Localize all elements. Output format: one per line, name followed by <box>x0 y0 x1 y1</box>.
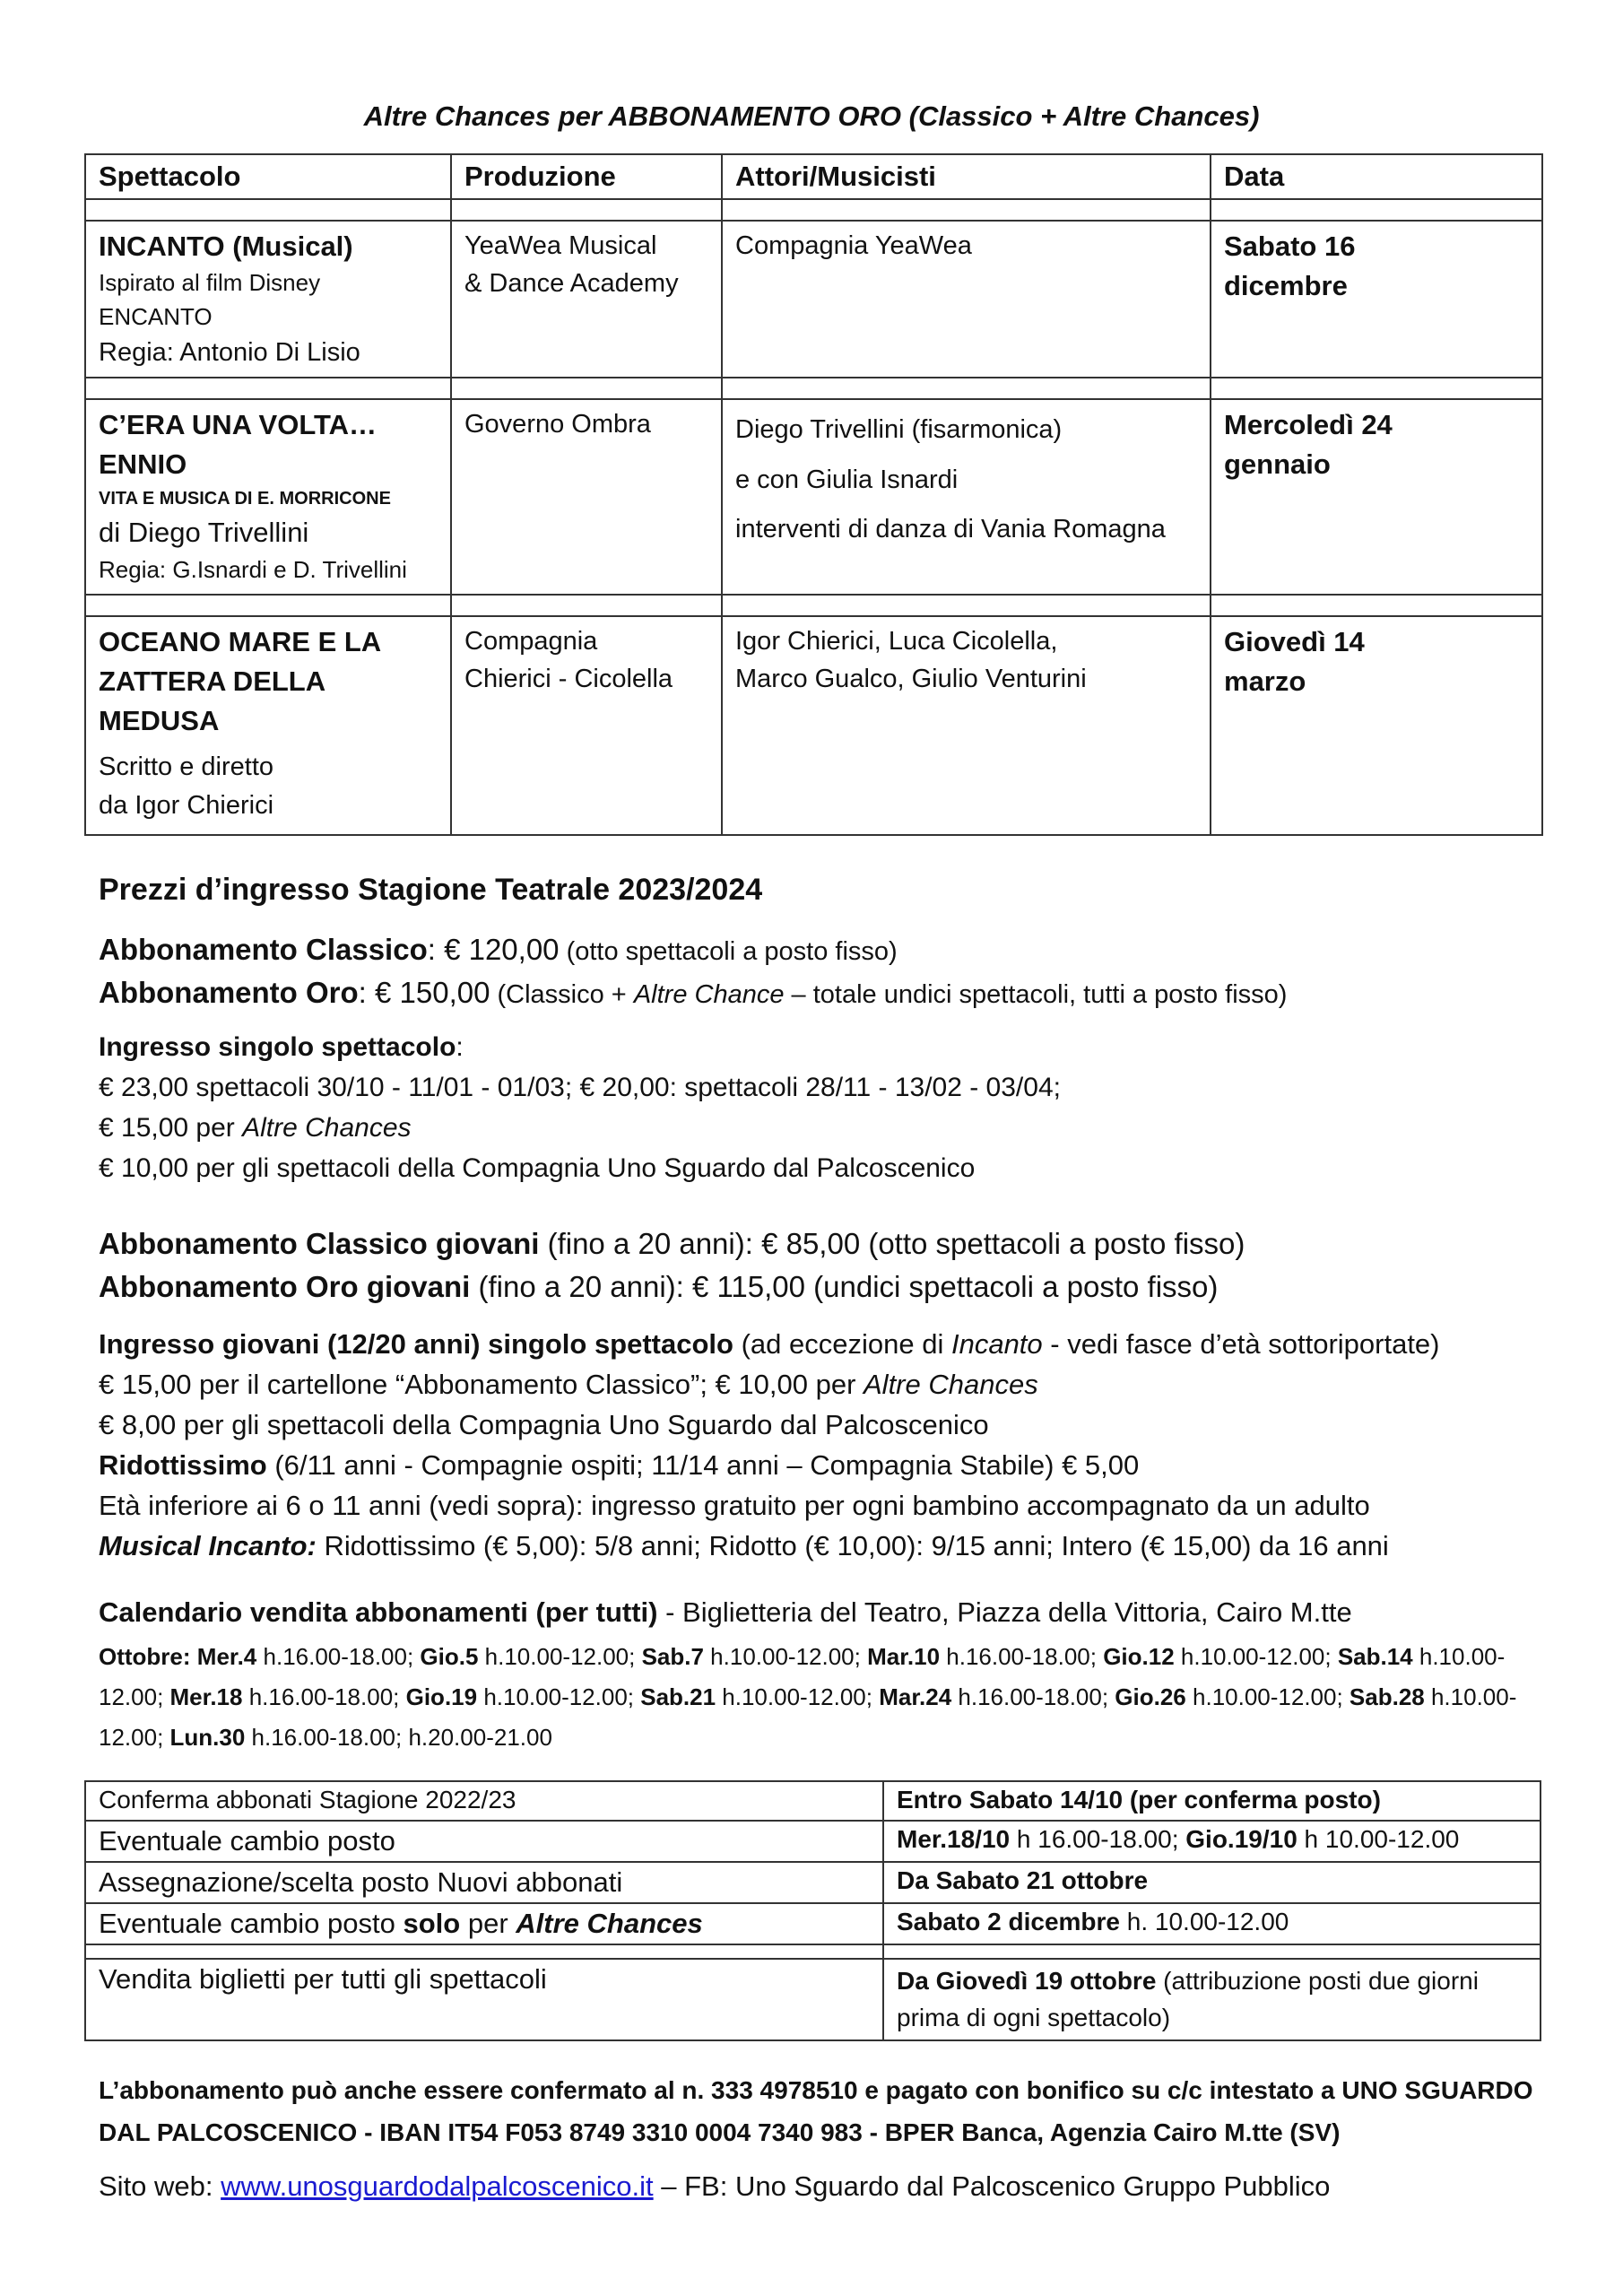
eta-inferiore: Età inferiore ai 6 o 11 anni (vedi sopra): ingresso gratuito per ogni bambino accompagnato da un adulto <box>99 1490 1370 1521</box>
attori: Marco Gualco, Giulio Venturini <box>735 665 1087 694</box>
table-row <box>85 1862 1541 1903</box>
schedule-value: Da Giovedì 19 ottobre (attribuzione posti due giorni prima di ogni spettacolo) <box>883 1959 1541 2040</box>
singolo-line: € 10,00 per gli spettacoli della Compagnia Uno Sguardo dal Palcoscenico <box>99 1153 976 1183</box>
schedule-label: Eventuale cambio posto solo per Altre Chances <box>85 1903 883 1944</box>
schedule-label: Eventuale cambio posto <box>85 1821 883 1862</box>
show-credits: Scritto e diretto <box>99 752 274 782</box>
calendar-heading: Calendario vendita abbonamenti (per tutti) - Biglietteria del Teatro, Piazza della Vittoria, Cairo M.tte <box>99 1596 1352 1628</box>
schedule-label: Vendita biglietti per tutti gli spettacoli <box>85 1959 883 2040</box>
giovani-line: € 8,00 per gli spettacoli della Compagnia Uno Sguardo dal Palcoscenico <box>99 1409 989 1440</box>
attori: e con Giulia Isnardi <box>735 465 959 494</box>
show-author: di Diego Trivellini <box>99 517 309 549</box>
table-header-row <box>85 154 1542 199</box>
ridottissimo: Ridottissimo (6/11 anni - Compagnie ospiti; 11/14 anni – Compagnia Stabile) € 5,00 <box>99 1449 1140 1481</box>
show-date: Giovedì 14 <box>1224 626 1365 658</box>
price-classico: Abbonamento Classico: € 120,00 (otto spettacoli a posto fisso) <box>99 933 898 966</box>
show-date: dicembre <box>1224 270 1348 302</box>
schedule-table <box>84 1780 1541 2041</box>
show-subtitle: Ispirato al film Disney <box>99 269 321 297</box>
show-date: Mercoledì 24 <box>1224 409 1393 441</box>
prices-heading: Prezzi d’ingresso Stagione Teatrale 2023/2024 <box>99 873 763 907</box>
header-spettacolo: Spettacolo <box>85 154 451 199</box>
schedule-value: Da Sabato 21 ottobre <box>897 1866 1149 1894</box>
table-row <box>85 1781 1541 1821</box>
schedule-value: Mer.18/10 h 16.00-18.00; Gio.19/10 h 10.00-12.00 <box>883 1821 1541 1862</box>
price-classico-giovani: Abbonamento Classico giovani (fino a 20 anni): € 85,00 (otto spettacoli a posto fisso) <box>99 1227 1245 1260</box>
show-credits: da Igor Chierici <box>99 790 274 820</box>
giovani-line: € 15,00 per il cartellone “Abbonamento Classico”; € 10,00 per Altre Chances <box>99 1369 1038 1400</box>
show-title: ZATTERA DELLA <box>99 665 326 698</box>
ingresso-giovani: Ingresso giovani (12/20 anni) singolo spettacolo (ad eccezione di Incanto - vedi fasce d’età sottoriportate) <box>99 1328 1440 1360</box>
price-oro: Abbonamento Oro: € 150,00 (Classico + Altre Chance – totale undici spettacoli, tutti a posto fisso) <box>99 976 1288 1009</box>
attori: Compagnia YeaWea <box>735 231 972 260</box>
show-subtitle: ENCANTO <box>99 302 213 330</box>
ingresso-singolo: Ingresso singolo spettacolo: <box>99 1032 464 1062</box>
header-attori: Attori/Musicisti <box>722 154 1211 199</box>
show-date: marzo <box>1224 665 1306 698</box>
schedule-value: Sabato 2 dicembre h. 10.00-12.00 <box>883 1903 1541 1944</box>
table-row <box>85 399 1542 595</box>
website-link[interactable]: www.unosguardodalpalcoscenico.it <box>221 2170 654 2202</box>
attori: interventi di danza di Vania Romagna <box>735 514 1166 544</box>
show-title: OCEANO MARE E LA <box>99 626 382 658</box>
produzione: Governo Ombra <box>464 410 651 439</box>
attori: Diego Trivellini (fisarmonica) <box>735 415 1063 445</box>
show-title: INCANTO (Musical) <box>99 230 353 262</box>
table-row <box>85 1821 1541 1862</box>
show-title: MEDUSA <box>99 705 220 737</box>
singolo-line: € 23,00 spettacoli 30/10 - 11/01 - 01/03; € 20,00: spettacoli 28/11 - 13/02 - 03/04; <box>99 1073 1061 1102</box>
show-date: gennaio <box>1224 448 1331 481</box>
page-title: Altre Chances per ABBONAMENTO ORO (Classico + Altre Chances) <box>363 100 1260 132</box>
header-produzione: Produzione <box>451 154 722 199</box>
musical-incanto: Musical Incanto: Ridottissimo (€ 5,00): 5/8 anni; Ridotto (€ 10,00): 9/15 anni; Intero (€ 15,00) da 16 anni <box>99 1530 1389 1561</box>
schedule-value: Entro Sabato 14/10 (per conferma posto) <box>897 1786 1381 1813</box>
table-row <box>85 1959 1541 2040</box>
calendar-slots: Ottobre: Mer.4 h.16.00-18.00; Gio.5 h.10.00-12.00; Sab.7 h.10.00-12.00; Mar.10 h.16.00-18.00; Gio.12 h.10.00-12.00; Sab.14 h.10.00-12.00; Mer.18 h.16.00-18.00; Gio.19 h.10.00-12.00; Sab.21 h.10.00-12.00; Mar.24 h.16.00-18.00; Gio.26 h.10.00-12.00; Sab.28 h.10.00-12.00; Lun.30 h.16.00-18.00; h.20.00-21.00 <box>99 1643 1517 1751</box>
show-date: Sabato 16 <box>1224 230 1356 262</box>
table-row <box>85 616 1542 835</box>
website-line: Sito web: www.unosguardodalpalcoscenico.it – FB: Uno Sguardo dal Palcoscenico Gruppo Pubblico <box>99 2170 1331 2202</box>
payment-info: L’abbonamento può anche essere confermato al n. 333 4978510 e pagato con bonifico su c/c intestato a UNO SGUARDO DAL PALCOSCENICO - IBAN IT54 F053 8749 3310 0004 7340 983 - BPER Banca, Agenzia Cairo M.tte (SV) <box>99 2076 1533 2146</box>
show-title: ENNIO <box>99 448 187 481</box>
header-data: Data <box>1211 154 1542 199</box>
show-title: C’ERA UNA VOLTA… <box>99 409 377 441</box>
singolo-line: € 15,00 per Altre Chances <box>99 1113 412 1143</box>
show-regia: Regia: G.Isnardi e D. Trivellini <box>99 556 407 584</box>
produzione: Chierici - Cicolella <box>464 665 673 694</box>
table-row <box>85 221 1542 378</box>
produzione: YeaWea Musical <box>464 231 657 260</box>
show-subtitle: VITA E MUSICA DI E. MORRICONE <box>99 489 391 509</box>
schedule-label: Conferma abbonati Stagione 2022/23 <box>85 1781 883 1821</box>
schedule-label: Assegnazione/scelta posto Nuovi abbonati <box>85 1862 883 1903</box>
table-row <box>85 1903 1541 1944</box>
produzione: & Dance Academy <box>464 269 679 299</box>
shows-table <box>84 153 1543 836</box>
show-regia: Regia: Antonio Di Lisio <box>99 338 360 368</box>
attori: Igor Chierici, Luca Cicolella, <box>735 627 1058 657</box>
price-oro-giovani: Abbonamento Oro giovani (fino a 20 anni): € 115,00 (undici spettacoli a posto fisso) <box>99 1270 1219 1303</box>
produzione: Compagnia <box>464 627 598 657</box>
